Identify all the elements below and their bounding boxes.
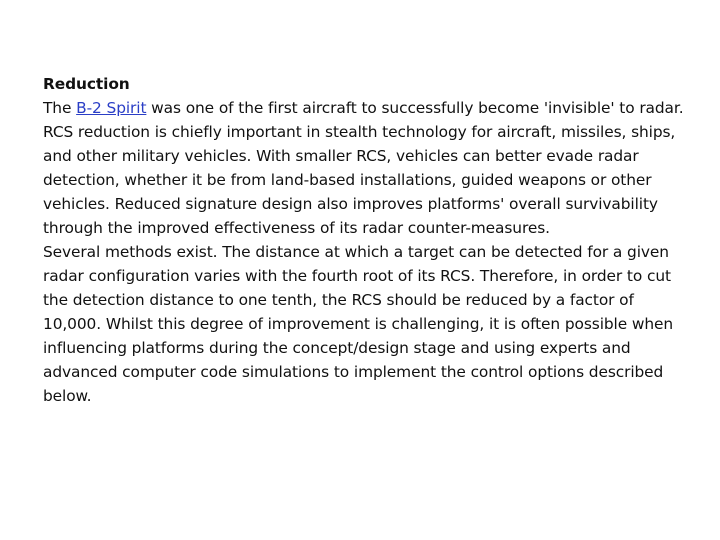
methods-paragraph: Several methods exist. The distance at which a target can be detected for a given radar configuration varies with the fourth root of its RCS. Therefore, in order to cut the detection distance to one tenth, the RCS should be reduced by a factor of 10,000. Whilst this degree of improvement is challenging, it is often possible when influencing platforms during the concept/design stage and using experts and advanced computer code simulations to implement the control options described below. [43,243,674,405]
section-heading: Reduction [43,75,130,93]
intro-paragraph [43,96,688,120]
b2-spirit-link[interactable]: B-2 Spirit [76,99,147,117]
rcs-reduction-paragraph: RCS reduction is chiefly important in stealth technology for aircraft, missiles, ships, and other military vehicles. With smaller RCS, vehicles can better evade radar detection, whether it be from land-based installations, guided weapons or other vehicles. Reduced signature design also improves platforms' overall survivability through the improved effectiveness of its radar counter-measures. [43,123,676,237]
intro-prefix: The [43,99,77,117]
intro-suffix: was one of the first aircraft to successfully become 'invisible' to radar. [146,99,684,117]
document-body [43,72,688,408]
